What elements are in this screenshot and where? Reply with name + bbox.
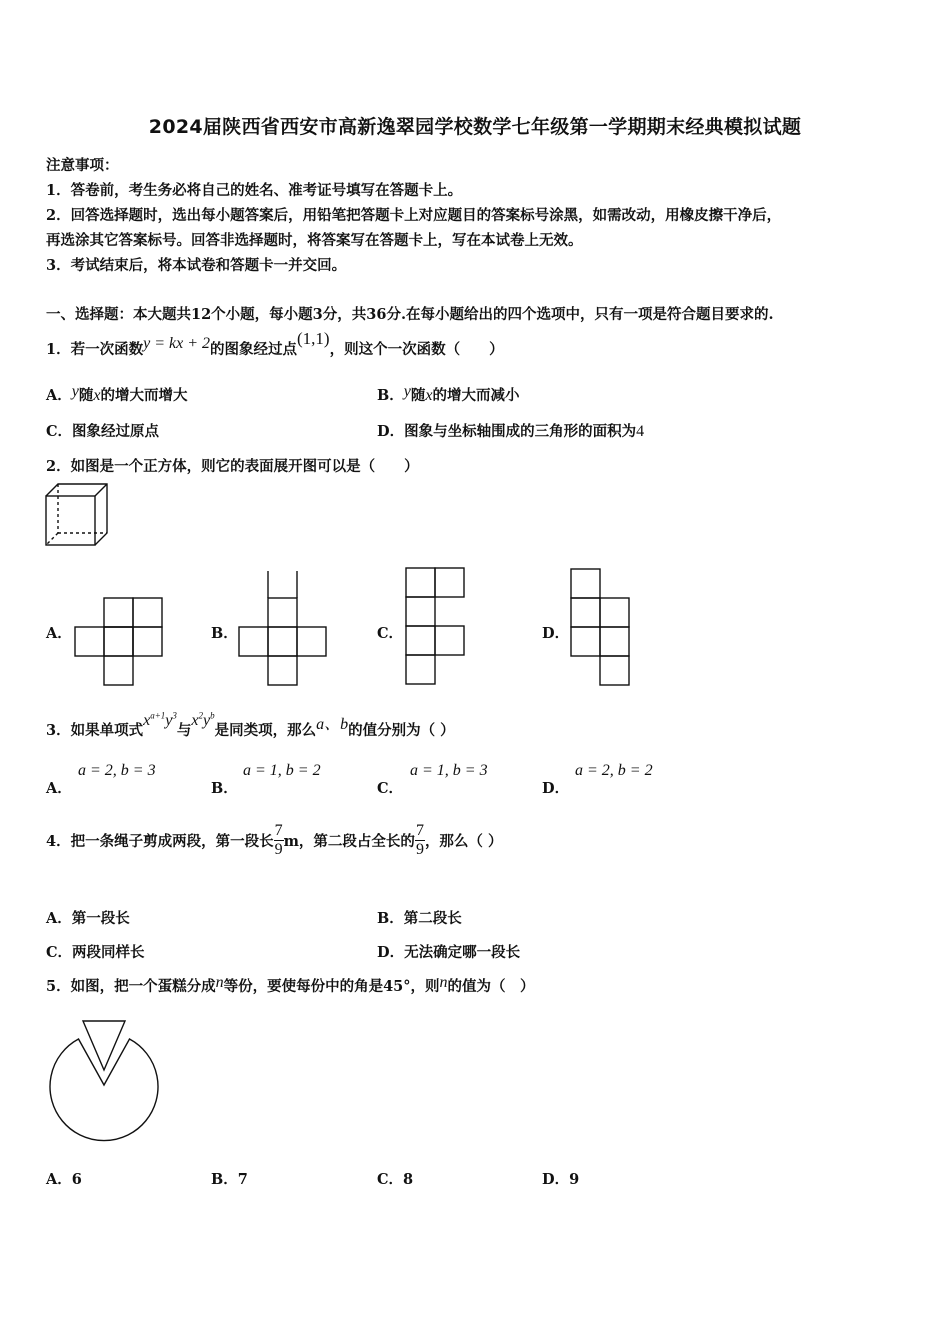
- q3-option-b[interactable]: a = 1, b = 2: [243, 762, 321, 779]
- q2-net-b[interactable]: [238, 569, 330, 689]
- question-3-stem: 3．如果单项式$x^{a+1}y^3$与$x^2y^b$是同类项，那么a、b的值分别为（ ）: [46, 710, 455, 739]
- q3-option-b-label[interactable]: B．: [211, 780, 238, 797]
- q2-net-a[interactable]: [74, 596, 164, 688]
- q3-option-c-label[interactable]: C．: [377, 780, 404, 797]
- q4-option-c[interactable]: C．两段同样长: [46, 944, 145, 961]
- q5-option-b[interactable]: B．7: [211, 1171, 248, 1188]
- q3-option-c[interactable]: a = 1, b = 3: [410, 762, 488, 779]
- q3-option-a[interactable]: a = 2, b = 3: [78, 762, 156, 779]
- notice-heading: 注意事项：: [46, 157, 119, 174]
- notice-item-2a: 2．回答选择题时，选出每小题答案后，用铅笔把答题卡上对应题目的答案标号涂黑，如需改动，用橡皮擦干净后，: [46, 207, 782, 224]
- q1-option-b[interactable]: B．y随x的增大而减小: [377, 383, 520, 404]
- q2-option-a-label[interactable]: A．: [46, 625, 72, 642]
- question-4-stem: 4．把一条绳子剪成两段，第一段长 $\frac{7}{9}$ m，第二段占全长的 $\frac{7}{9}$ ，那么（ ）: [46, 822, 503, 858]
- notice-item-3: 3．考试结束后，将本试卷和答题卡一并交回。: [46, 257, 347, 274]
- q2-option-b-label[interactable]: B．: [211, 625, 238, 642]
- question-2-stem: 2．如图是一个正方体，则它的表面展开图可以是（ ）: [46, 458, 419, 475]
- q3-option-a-label[interactable]: A．: [46, 780, 72, 797]
- monomial-2: $x^2y^b$: [191, 710, 215, 729]
- q5-option-c[interactable]: C．8: [377, 1171, 414, 1188]
- q2-option-c-label[interactable]: C．: [377, 625, 404, 642]
- point: (1,1): [297, 329, 330, 348]
- q3-option-d[interactable]: a = 2, b = 2: [575, 762, 653, 779]
- q5-option-a[interactable]: A．6: [46, 1171, 82, 1188]
- question-1-stem: 1．若一次函数y = kx + 2的图象经过点(1,1)，则这个一次函数（ ）: [46, 329, 504, 358]
- q2-option-d-label[interactable]: D．: [542, 625, 570, 642]
- monomial-1: $x^{a+1}y^3$: [143, 710, 177, 729]
- q2-net-d[interactable]: [570, 567, 632, 691]
- q1-option-c[interactable]: C．图象经过原点: [46, 423, 160, 440]
- fraction-seven-ninths-1: $\frac{7}{9}$: [274, 822, 283, 858]
- q1-option-d[interactable]: D．图象与坐标轴围成的三角形的面积为4: [377, 423, 645, 440]
- q4-option-d[interactable]: D．无法确定哪一段长: [377, 944, 521, 961]
- q1-option-a[interactable]: A．y随x的增大而增大: [46, 383, 188, 404]
- q5-option-d[interactable]: D．9: [542, 1171, 580, 1188]
- question-5-stem: 5．如图，把一个蛋糕分成n等份，要使每份中的角是45°，则n的值为（ ）: [46, 974, 535, 995]
- section-heading: 一、选择题：本大题共12个小题，每小题3分，共36分.在每小题给出的四个选项中，只有一项是符合题目要求的.: [46, 306, 774, 323]
- linear-function: y = kx + 2: [143, 335, 210, 352]
- cube-figure: [40, 480, 120, 550]
- fraction-seven-ninths-2: $\frac{7}{9}$: [415, 822, 424, 858]
- q4-option-a[interactable]: A．第一段长: [46, 910, 130, 927]
- q2-net-c[interactable]: [405, 566, 467, 690]
- q3-option-d-label[interactable]: D．: [542, 780, 570, 797]
- q4-option-b[interactable]: B．第二段长: [377, 910, 462, 927]
- cake-figure: [50, 1015, 165, 1140]
- notice-item-1: 1．答卷前，考生务必将自己的姓名、准考证号填写在答题卡上。: [46, 182, 463, 199]
- page-title: 2024届陕西省西安市高新逸翠园学校数学七年级第一学期期末经典模拟试题: [148, 116, 802, 138]
- notice-item-2b: 再选涂其它答案标号。回答非选择题时，将答案写在答题卡上，写在本试卷上无效。: [46, 232, 583, 249]
